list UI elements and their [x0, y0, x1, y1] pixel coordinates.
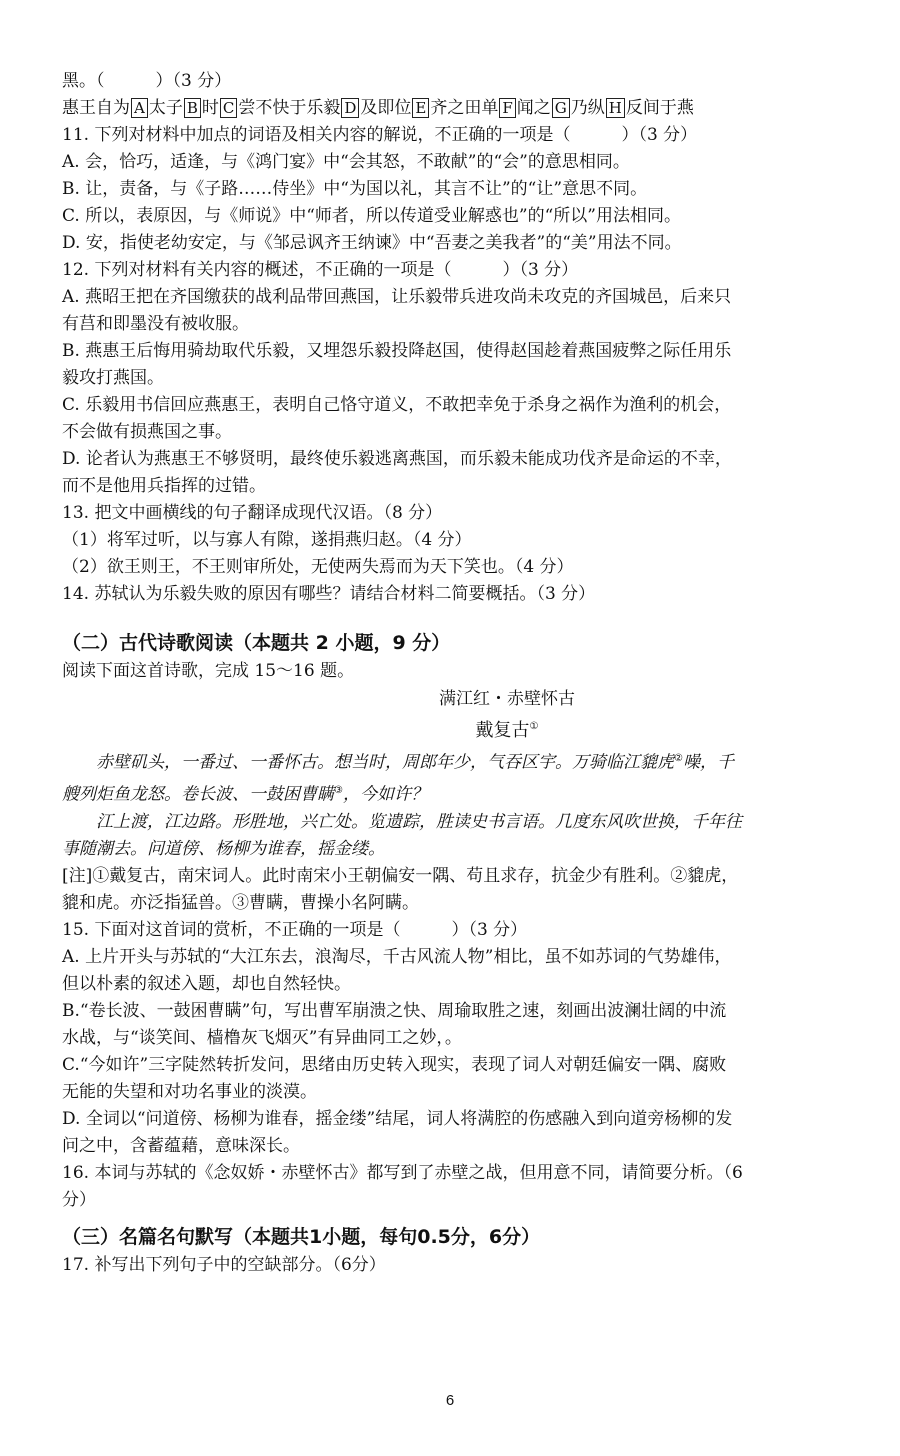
poem-note-cont: 貔和虎。亦泛指猛兽。③曹瞒，曹操小名阿瞒。 — [62, 893, 419, 914]
footnote-marker: ③ — [334, 784, 343, 796]
option-b: B.“卷长波、一鼓困曹瞒”句，写出曹军崩溃之快、周瑜取胜之速，刻画出波澜壮阔的中流 — [62, 1001, 727, 1022]
option-a: A. 燕昭王把在齐国缴获的战利品带回燕国，让乐毅带兵进攻尚未攻克的齐国城邑，后来只 — [62, 287, 732, 307]
poem-author-name: 戴复古 — [475, 720, 530, 741]
page-number: 6 — [445, 1392, 455, 1409]
sentence-text: 乃纵 — [570, 98, 605, 118]
option-d-cont: 问之中，含蓄蕴藉，意味深长。 — [62, 1136, 300, 1157]
question-11: 11. 下列对材料中加点的词语及相关内容的解说，不正确的一项是（ ）（3 分） — [62, 125, 698, 145]
document-page — [62, 68, 842, 1279]
section-title: （二）古代诗歌阅读（本题共 2 小题，9 分） — [62, 632, 451, 654]
question-13: 13. 把文中画横线的句子翻译成现代汉语。（8 分） — [62, 503, 443, 523]
sentence-text: 反间于燕 — [625, 98, 694, 118]
option-a-cont: 但以朴素的叙述入题，却也自然轻快。 — [62, 974, 351, 995]
option-d: D. 全词以“问道傍、杨柳为谁春，摇金缕”结尾，词人将满腔的伤感融入到向道旁杨柳的发 — [62, 1109, 733, 1130]
poem-text: 噪，千 — [682, 752, 734, 773]
option-a-cont: 有莒和即墨没有被收服。 — [62, 314, 249, 334]
break-marker-box: F — [499, 98, 515, 118]
poem-author — [62, 713, 842, 745]
sentence-text: 闻之 — [516, 98, 551, 118]
sentence-text: 及即位 — [360, 98, 412, 118]
option-b: B. 燕惠王后悔用骑劫取代乐毅，又埋怨乐毅投降赵国，使得赵国趁着燕国疲弊之际任用乐 — [62, 341, 732, 361]
option-a: A. 上片开头与苏轼的“大江东去，浪淘尽，千古风流人物”相比，虽不如苏词的气势雄伟， — [62, 947, 732, 968]
option-b: B. 让，责备，与《子路……侍坐》中“为国以礼，其言不让”的“让”意思不同。 — [62, 179, 648, 199]
poem-text: 赤壁矶头，一番过、一番怀古。想当时，周郎年少，气吞区宇。万骑临江貔虎 — [96, 752, 674, 773]
poem-stanza-line: 江上渡，江边路。形胜地，兴亡处。览遗踪，胜读史书言语。几度东风吹世换，千年往 — [96, 812, 742, 833]
poem-stanza-line — [62, 777, 842, 809]
option-d-cont: 而不是他用兵指挥的过错。 — [62, 476, 266, 496]
poem-title: 满江红・赤壁怀古 — [439, 689, 575, 709]
break-marker-box: B — [184, 98, 201, 118]
text-line: 黑。（ ）（3 分） — [62, 71, 232, 91]
option-d: D. 安，指使老幼安定，与《邹忌讽齐王纳谏》中“吾妻之美我者”的“美”用法不同。 — [62, 233, 682, 253]
question-16-cont: 分） — [62, 1190, 96, 1211]
footnote-marker: ① — [529, 721, 539, 732]
poem-stanza-line — [62, 745, 842, 777]
break-marker-box: A — [131, 98, 148, 118]
question-14: 14. 苏轼认为乐毅失败的原因有哪些？请结合材料二简要概括。（3 分） — [62, 584, 596, 604]
option-c: C.“今如许”三字陡然转折发问，思绪由历史转入现实，表现了词人对朝廷偏安一隅、腐败 — [62, 1055, 727, 1076]
poem-text: ，今如许？ — [342, 784, 428, 805]
option-a: A. 会，恰巧，适逢，与《鸿门宴》中“会其怒，不敢献”的“会”的意思相同。 — [62, 152, 630, 172]
question-17: 17. 补写出下列句子中的空缺部分。（6分） — [62, 1255, 386, 1276]
sentence-text: 齐之田单 — [430, 98, 499, 118]
poem-intro: 阅读下面这首诗歌，完成 15～16 题。 — [62, 661, 355, 681]
question-13-part1: （1）将军过听，以与寡人有隙，遂捐燕归赵。（4 分） — [62, 530, 472, 550]
sentence-text: 太子 — [148, 98, 183, 118]
option-c-cont: 无能的失望和对功名事业的淡漠。 — [62, 1082, 317, 1103]
sentence-text: 惠王自为 — [62, 98, 130, 118]
footnote-marker: ② — [674, 753, 683, 764]
break-marker-box: D — [341, 98, 359, 118]
break-marker-box: C — [220, 98, 237, 118]
sentence-text: 时 — [201, 98, 219, 118]
break-marker-box: H — [606, 98, 625, 118]
section-title: （三）名篇名句默写（本题共1小题，每句0.5分，6分） — [62, 1226, 541, 1249]
sentence-break-line — [62, 95, 842, 122]
sentence-text: 尝不快于乐毅 — [238, 98, 341, 118]
poem-note: [注]①戴复古，南宋词人。此时南宋小王朝偏安一隅、苟且求存，抗金少有胜利。②貔虎， — [62, 866, 739, 887]
option-c: C. 所以，表原因，与《师说》中“师者，所以传道受业解惑也”的“所以”用法相同。 — [62, 206, 681, 226]
question-13-part2: （2）欲王则王，不王则审所处，无使两失焉而为天下笑也。（4 分） — [62, 557, 574, 577]
option-c: C. 乐毅用书信回应燕惠王，表明自己恪守道义，不敢把幸免于杀身之祸作为渔利的机会， — [62, 395, 732, 415]
break-marker-box: G — [552, 98, 570, 118]
option-d: D. 论者认为燕惠王不够贤明，最终使乐毅逃离燕国，而乐毅未能成功伐齐是命运的不幸， — [62, 449, 732, 469]
option-b-cont: 水战，与“谈笑间、樯橹灰飞烟灭”有异曲同工之妙，。 — [62, 1028, 462, 1049]
question-15: 15. 下面对这首词的赏析，不正确的一项是（ ）（3 分） — [62, 920, 528, 941]
option-b-cont: 毅攻打燕国。 — [62, 368, 164, 388]
poem-text: 艘列炬鱼龙怒。卷长波、一鼓困曹瞒 — [62, 784, 334, 805]
break-marker-box: E — [412, 98, 429, 118]
question-16: 16. 本词与苏轼的《念奴娇・赤壁怀古》都写到了赤壁之战，但用意不同，请简要分析。（6 — [62, 1163, 743, 1184]
option-c-cont: 不会做有损燕国之事。 — [62, 422, 232, 442]
question-12: 12. 下列对材料有关内容的概述，不正确的一项是（ ）（3 分） — [62, 260, 579, 280]
poem-stanza-line: 事随潮去。问道傍、杨柳为谁春，摇金缕。 — [62, 839, 385, 860]
